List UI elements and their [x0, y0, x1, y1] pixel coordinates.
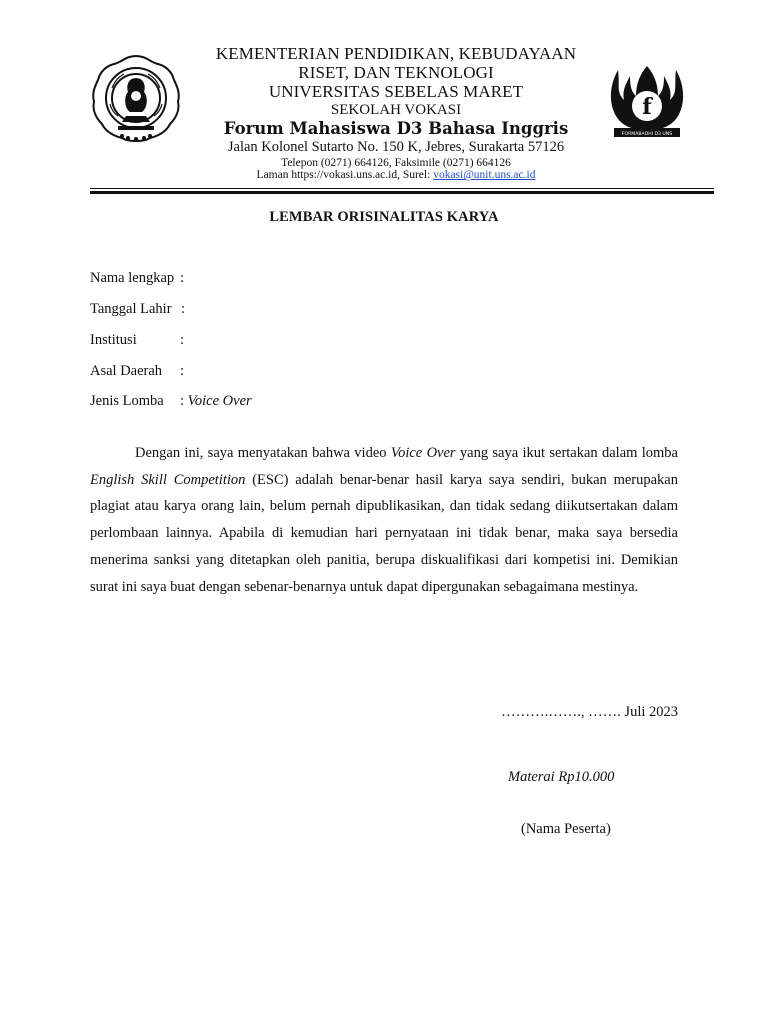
document-title: LEMBAR ORISINALITAS KARYA [269, 209, 499, 225]
field-institusi [90, 332, 184, 349]
field-label: Nama lengkap [90, 270, 175, 286]
signature-date: ……….……., ……. Juli 2023 [501, 704, 678, 720]
formabadhi-flame-logo [606, 62, 688, 144]
field-value: Voice Over [187, 393, 252, 409]
phone-line: Telepon (0271) 664126, Faksimile (0271) 664126 [281, 156, 511, 169]
statement-italic-2: English Skill Competition [90, 471, 246, 488]
university-name: UNIVERSITAS SEBELAS MARET [268, 82, 524, 102]
web-text: Laman https://vokasi.uns.ac.id, Surel: [256, 169, 434, 182]
field-nama-lengkap [90, 270, 184, 287]
statement-part-3: (ESC) adalah benar-benar hasil karya saya sendiri, bukan merupakan plagiat atau karya orang lain, belum pernah dipublikasikan, dan tidak sedang diikutsertakan dalam perlombaan lainnya. Apabila di kemudian hari pernyataan ini tidak benar, maka saya bersedia menerima sanksi yang ditetapkan oleh panitia, berupa diskualifikasi dari kompetisi ini. Demikian surat ini saya buat dengan sebenar-benarnya untuk dapat dipergunakan sebagaimana mestinya. [90, 471, 678, 595]
field-label: Jenis Lomba [90, 393, 164, 409]
logo-caption: FORMABADHI D3 UNS [621, 132, 673, 137]
letterhead [190, 44, 602, 182]
header-rule-thin [90, 188, 714, 189]
field-separator: : [180, 332, 185, 348]
svg-text:f: f [642, 94, 652, 120]
field-separator: : [181, 301, 186, 317]
field-label: Asal Daerah [90, 363, 163, 379]
field-separator: : [180, 270, 185, 286]
web-line [190, 169, 602, 182]
field-asal-daerah [90, 363, 184, 380]
participant-name-placeholder: (Nama Peserta) [521, 821, 611, 837]
ministry-line-2: RISET, DAN TEKNOLOGI [298, 63, 494, 83]
forum-name: Forum Mahasiswa D3 Bahasa Inggris [223, 118, 569, 138]
email-link[interactable]: vokasi@unit.uns.ac.id [433, 169, 536, 182]
header-rule-thick [90, 191, 714, 194]
field-label: Institusi [90, 332, 137, 348]
address-line: Jalan Kolonel Sutarto No. 150 K, Jebres, Surakarta 57126 [227, 139, 565, 156]
field-label: Tanggal Lahir [90, 301, 172, 317]
statement-part-2: yang saya ikut sertakan dalam lomba [455, 445, 678, 461]
ministry-line: KEMENTERIAN PENDIDIKAN, KEBUDAYAAN [215, 44, 577, 63]
field-tanggal-lahir [90, 301, 185, 318]
statement-part-1: Dengan ini, saya menyatakan bahwa video [135, 445, 391, 461]
statement-italic-1: Voice Over [390, 445, 456, 461]
uns-seal-logo [88, 52, 184, 148]
field-separator: : [180, 393, 185, 409]
school-name: SEKOLAH VOKASI [330, 102, 462, 119]
field-separator: : [180, 363, 185, 379]
materai-stamp-note: Materai Rp10.000 [508, 769, 615, 785]
field-jenis-lomba [90, 393, 252, 410]
statement-paragraph [90, 440, 678, 600]
